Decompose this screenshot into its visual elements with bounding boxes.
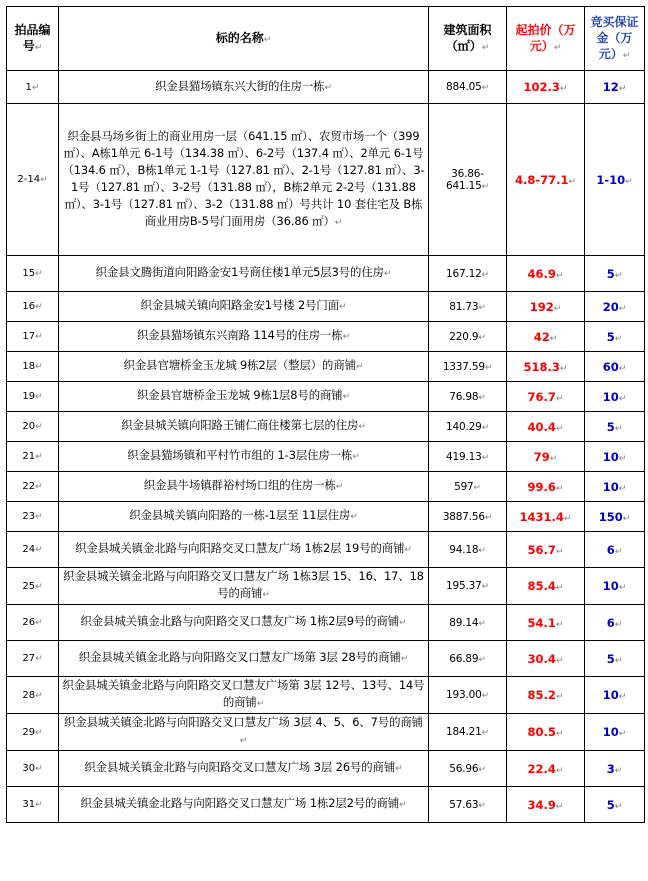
bid-deposit-cell: 10↵: [585, 442, 645, 472]
item-name-cell: 织金县城关镇金北路与向阳路交叉口慧友广场 3层 4、5、6、7号的商铺↵: [59, 714, 429, 751]
lot-number-cell: 17↵: [7, 322, 59, 352]
bid-deposit-cell: 3↵: [585, 751, 645, 787]
lot-number-cell: 24↵: [7, 532, 59, 568]
floor-area-cell: 193.00↵: [429, 677, 507, 714]
bid-deposit-cell: 150↵: [585, 502, 645, 532]
bid-deposit-cell: 20↵: [585, 292, 645, 322]
bid-deposit-cell: 10↵: [585, 677, 645, 714]
floor-area-cell: 56.96↵: [429, 751, 507, 787]
header-item-name: 标的名称↵: [59, 7, 429, 71]
starting-price-cell: 85.2↵: [507, 677, 585, 714]
bid-deposit-cell: 10↵: [585, 568, 645, 605]
bid-deposit-cell: 12↵: [585, 71, 645, 104]
bid-deposit-cell: 5↵: [585, 787, 645, 823]
item-name-cell: 织金县猫场镇东兴南路 114号的住房一栋↵: [59, 322, 429, 352]
table-row: [7, 714, 645, 751]
item-name-cell: 织金县城关镇向阳路的一栋-1层至 11层住房↵: [59, 502, 429, 532]
lot-number-cell: 16↵: [7, 292, 59, 322]
table-row: [7, 442, 645, 472]
bid-deposit-cell: 60↵: [585, 352, 645, 382]
starting-price-cell: 22.4↵: [507, 751, 585, 787]
table-row: [7, 292, 645, 322]
bid-deposit-cell: 5↵: [585, 322, 645, 352]
item-name-cell: 织金县城关镇金北路与向阳路交叉口慧友广场 1栋2层9号的商铺↵: [59, 605, 429, 641]
table-row: [7, 677, 645, 714]
item-name-cell: 织金县猫场镇东兴大街的住房一栋↵: [59, 71, 429, 104]
starting-price-cell: 80.5↵: [507, 714, 585, 751]
floor-area-cell: 195.37↵: [429, 568, 507, 605]
floor-area-cell: 89.14↵: [429, 605, 507, 641]
item-name-cell: 织金县城关镇金北路与向阳路交叉口慧友广场第 3层 12号、13号、14号的商铺↵: [59, 677, 429, 714]
lot-number-cell: 1↵: [7, 71, 59, 104]
starting-price-cell: 76.7↵: [507, 382, 585, 412]
floor-area-cell: 94.18↵: [429, 532, 507, 568]
floor-area-cell: 220.9↵: [429, 322, 507, 352]
lot-number-cell: 31↵: [7, 787, 59, 823]
table-row: [7, 382, 645, 412]
floor-area-cell: 1337.59↵: [429, 352, 507, 382]
floor-area-cell: 66.89↵: [429, 641, 507, 677]
lot-number-cell: 25↵: [7, 568, 59, 605]
lot-number-cell: 29↵: [7, 714, 59, 751]
item-name-cell: 织金县官塘桥金玉龙城 9栋1层8号的商铺↵: [59, 382, 429, 412]
floor-area-cell: 419.13↵: [429, 442, 507, 472]
lot-number-cell: 28↵: [7, 677, 59, 714]
item-name-cell: 织金县牛场镇群裕村场口组的住房一栋↵: [59, 472, 429, 502]
header-bid-deposit: 竞买保证金（万元）↵: [585, 7, 645, 71]
lot-number-cell: 2-14↵: [7, 104, 59, 256]
item-name-cell: 织金县城关镇金北路与向阳路交叉口慧友广场 1栋2层2号的商铺↵: [59, 787, 429, 823]
lot-number-cell: 19↵: [7, 382, 59, 412]
item-name-cell: 织金县城关镇金北路与向阳路交叉口慧友广场第 3层 28号的商铺↵: [59, 641, 429, 677]
table-body: [7, 71, 645, 823]
floor-area-cell: 140.29↵: [429, 412, 507, 442]
table-row: [7, 532, 645, 568]
floor-area-cell: 884.05↵: [429, 71, 507, 104]
table-row: [7, 605, 645, 641]
table-row: [7, 352, 645, 382]
starting-price-cell: 518.3↵: [507, 352, 585, 382]
starting-price-cell: 99.6↵: [507, 472, 585, 502]
table-row: [7, 472, 645, 502]
item-name-cell: 织金县城关镇金北路与向阳路交叉口慧友广场 1栋2层 19号的商铺↵: [59, 532, 429, 568]
bid-deposit-cell: 10↵: [585, 382, 645, 412]
header-lot-number: 拍品编号↵: [7, 7, 59, 71]
floor-area-cell: 3887.56↵: [429, 502, 507, 532]
bid-deposit-cell: 1-10↵: [585, 104, 645, 256]
starting-price-cell: 30.4↵: [507, 641, 585, 677]
item-name-cell: 织金县城关镇金北路与向阳路交叉口慧友广场 3层 26号的商铺↵: [59, 751, 429, 787]
auction-lots-table: [6, 6, 645, 823]
bid-deposit-cell: 6↵: [585, 605, 645, 641]
floor-area-cell: 184.21↵: [429, 714, 507, 751]
starting-price-cell: 46.9↵: [507, 256, 585, 292]
item-name-cell: 织金县城关镇向阳路王铺仁商住楼第七层的住房↵: [59, 412, 429, 442]
floor-area-cell: 36.86-641.15↵: [429, 104, 507, 256]
bid-deposit-cell: 5↵: [585, 256, 645, 292]
starting-price-cell: 4.8-77.1↵: [507, 104, 585, 256]
lot-number-cell: 18↵: [7, 352, 59, 382]
floor-area-cell: 597↵: [429, 472, 507, 502]
starting-price-cell: 54.1↵: [507, 605, 585, 641]
starting-price-cell: 85.4↵: [507, 568, 585, 605]
table-row: [7, 641, 645, 677]
bid-deposit-cell: 10↵: [585, 714, 645, 751]
starting-price-cell: 1431.4↵: [507, 502, 585, 532]
item-name-cell: 织金县文腾街道向阳路金安1号商住楼1单元5层3号的住房↵: [59, 256, 429, 292]
starting-price-cell: 192↵: [507, 292, 585, 322]
table-row: [7, 751, 645, 787]
starting-price-cell: 79↵: [507, 442, 585, 472]
lot-number-cell: 27↵: [7, 641, 59, 677]
lot-number-cell: 15↵: [7, 256, 59, 292]
starting-price-cell: 56.7↵: [507, 532, 585, 568]
floor-area-cell: 57.63↵: [429, 787, 507, 823]
lot-number-cell: 21↵: [7, 442, 59, 472]
item-name-cell: 织金县城关镇金北路与向阳路交叉口慧友广场 1栋3层 15、16、17、18号的商铺↵: [59, 568, 429, 605]
table-row: [7, 412, 645, 442]
floor-area-cell: 81.73↵: [429, 292, 507, 322]
table-row: [7, 71, 645, 104]
bid-deposit-cell: 5↵: [585, 641, 645, 677]
item-name-cell: 织金县猫场镇和平村竹市组的 1-3层住房一栋↵: [59, 442, 429, 472]
lot-number-cell: 20↵: [7, 412, 59, 442]
table-row: [7, 568, 645, 605]
item-name-cell: 织金县城关镇向阳路金安1号楼 2号门面↵: [59, 292, 429, 322]
lot-number-cell: 30↵: [7, 751, 59, 787]
floor-area-cell: 76.98↵: [429, 382, 507, 412]
starting-price-cell: 40.4↵: [507, 412, 585, 442]
starting-price-cell: 102.3↵: [507, 71, 585, 104]
header-starting-price: 起拍价（万元）↵: [507, 7, 585, 71]
table-row: [7, 787, 645, 823]
lot-number-cell: 26↵: [7, 605, 59, 641]
lot-number-cell: 23↵: [7, 502, 59, 532]
table-header-row: [7, 7, 645, 71]
starting-price-cell: 42↵: [507, 322, 585, 352]
table-row: [7, 104, 645, 256]
lot-number-cell: 22↵: [7, 472, 59, 502]
floor-area-cell: 167.12↵: [429, 256, 507, 292]
bid-deposit-cell: 6↵: [585, 532, 645, 568]
item-name-cell: 织金县官塘桥金玉龙城 9栋2层（整层）的商铺↵: [59, 352, 429, 382]
item-name-cell: 织金县马场乡街上的商业用房一层（641.15 ㎡）、农贸市场一个（399 ㎡）、A栋1单元 6-1号（134.38 ㎡）、6-2号（137.4 ㎡）、2单元 6-1号（134.6 ㎡），B栋1单元 1-1号（127.81 ㎡）、2-1号（127.81 ㎡）、3-1号（127.81 ㎡）、3-2号（131.88 ㎡），B栋2单元 2-2号（131.88 ㎡）、3-1号（127.81 ㎡）、3-2（131.88 ㎡）号共计 10 套住宅及 B栋商业用房B-5号门面用房（36.86 ㎡）↵: [59, 104, 429, 256]
table-row: [7, 322, 645, 352]
bid-deposit-cell: 5↵: [585, 412, 645, 442]
header-floor-area: 建筑面积（㎡）↵: [429, 7, 507, 71]
table-row: [7, 256, 645, 292]
table-row: [7, 502, 645, 532]
bid-deposit-cell: 10↵: [585, 472, 645, 502]
starting-price-cell: 34.9↵: [507, 787, 585, 823]
